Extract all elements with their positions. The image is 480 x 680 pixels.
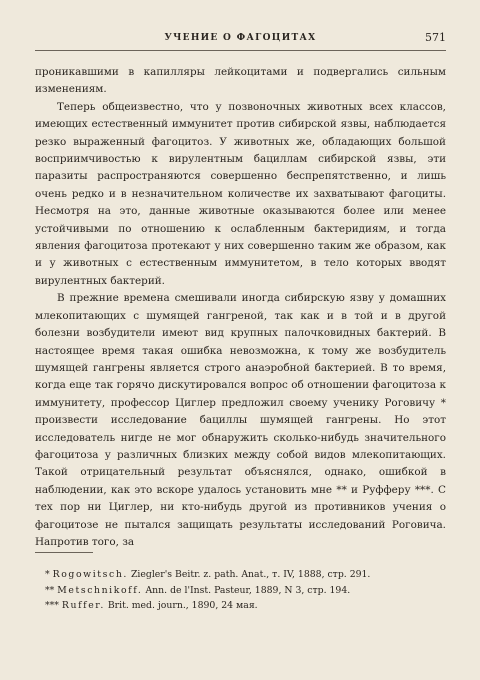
footnote-mark: *** <box>45 600 59 611</box>
footnote-ruffer <box>35 598 446 614</box>
footnote-source: Ziegler's Beitr. z. path. Anat., т. IV, 1888, стр. 291. <box>130 569 371 580</box>
footnote-mark: ** <box>45 584 55 596</box>
body-text <box>35 64 446 551</box>
footnote-divider <box>35 552 93 553</box>
footnote-author: Ruffer. <box>61 600 105 611</box>
footnote-author: Rogowitsch. <box>52 569 128 580</box>
paragraph-gangrene: В прежние времена смешивали иногда сибирскую язву у домашних млекопитающих с шумящей гангреной, так как и в той и в другой болезни возбудители имеют вид крупных палочковидных бактерий. В настоящее время такая ошибка невозможна, к тому же возбудитель шумящей гангрены является строго анаэробной бактерией. В то время, когда еще так горячо дискутировался вопрос об отношении фагоцитоза к иммунитету, профессор Циглер предложил своему ученику Роговичу * произвести исследование бациллы шумящей гангрены. Но этот исследователь нигде не мог обнаружить сколько-нибудь значительного фагоцитоза у различных близких между собой видов млекопитающих. Такой отрицательный результат объяснялся, однако, ошибкой в наблюдении, как это вскоре удалось установить мне ** и Руфферу ***. С тех пор ни Циглер, ни кто-нибудь другой из противников учения о фагоцитозе не пытался защищать результаты исследований Роговича. Напротив того, за <box>35 292 446 548</box>
footnote-mark: * <box>45 569 50 580</box>
footnote-source: Ann. de l'Inst. Pasteur, 1889, N 3, стр. 194. <box>145 584 351 596</box>
footnote-author: Metschnikoff. <box>57 584 143 596</box>
footnotes <box>35 552 446 614</box>
page-header <box>35 30 446 51</box>
footnote-rogowitsch <box>35 567 446 583</box>
footnote-metschnikoff <box>35 583 446 599</box>
page-number: 571 <box>425 31 446 44</box>
footnote-source: Brit. med. journ., 1890, 24 мая. <box>107 600 258 611</box>
paragraph-phagocytosis-immunity: Теперь общеизвестно, что у позвоночных животных всех классов, имеющих естественный иммунитет против сибирской язвы, наблюдается резко выраженный фагоцитоз. У животных же, обладающих большой восприимчивостью к вирулентным бациллам сибирской язвы, эти паразиты распространяются совершенно беспрепятственно, и лишь очень редко и в незначительном количестве их захватывают фагоциты. Несмотря на это, данные животные оказываются более или менее устойчивыми по отношению к ослабленным бактеридиям, и тогда явления фагоцитоза протекают у них совершенно таким же образом, как и у животных с естественным иммунитетом, в тело которых вводят вирулентных бактерий. <box>35 100 446 287</box>
paragraph-continuation: проникавшими в капилляры лейкоцитами и подвергались сильным изменениям. <box>35 66 446 96</box>
running-title: УЧЕНИЕ О ФАГОЦИТАХ <box>164 33 317 43</box>
